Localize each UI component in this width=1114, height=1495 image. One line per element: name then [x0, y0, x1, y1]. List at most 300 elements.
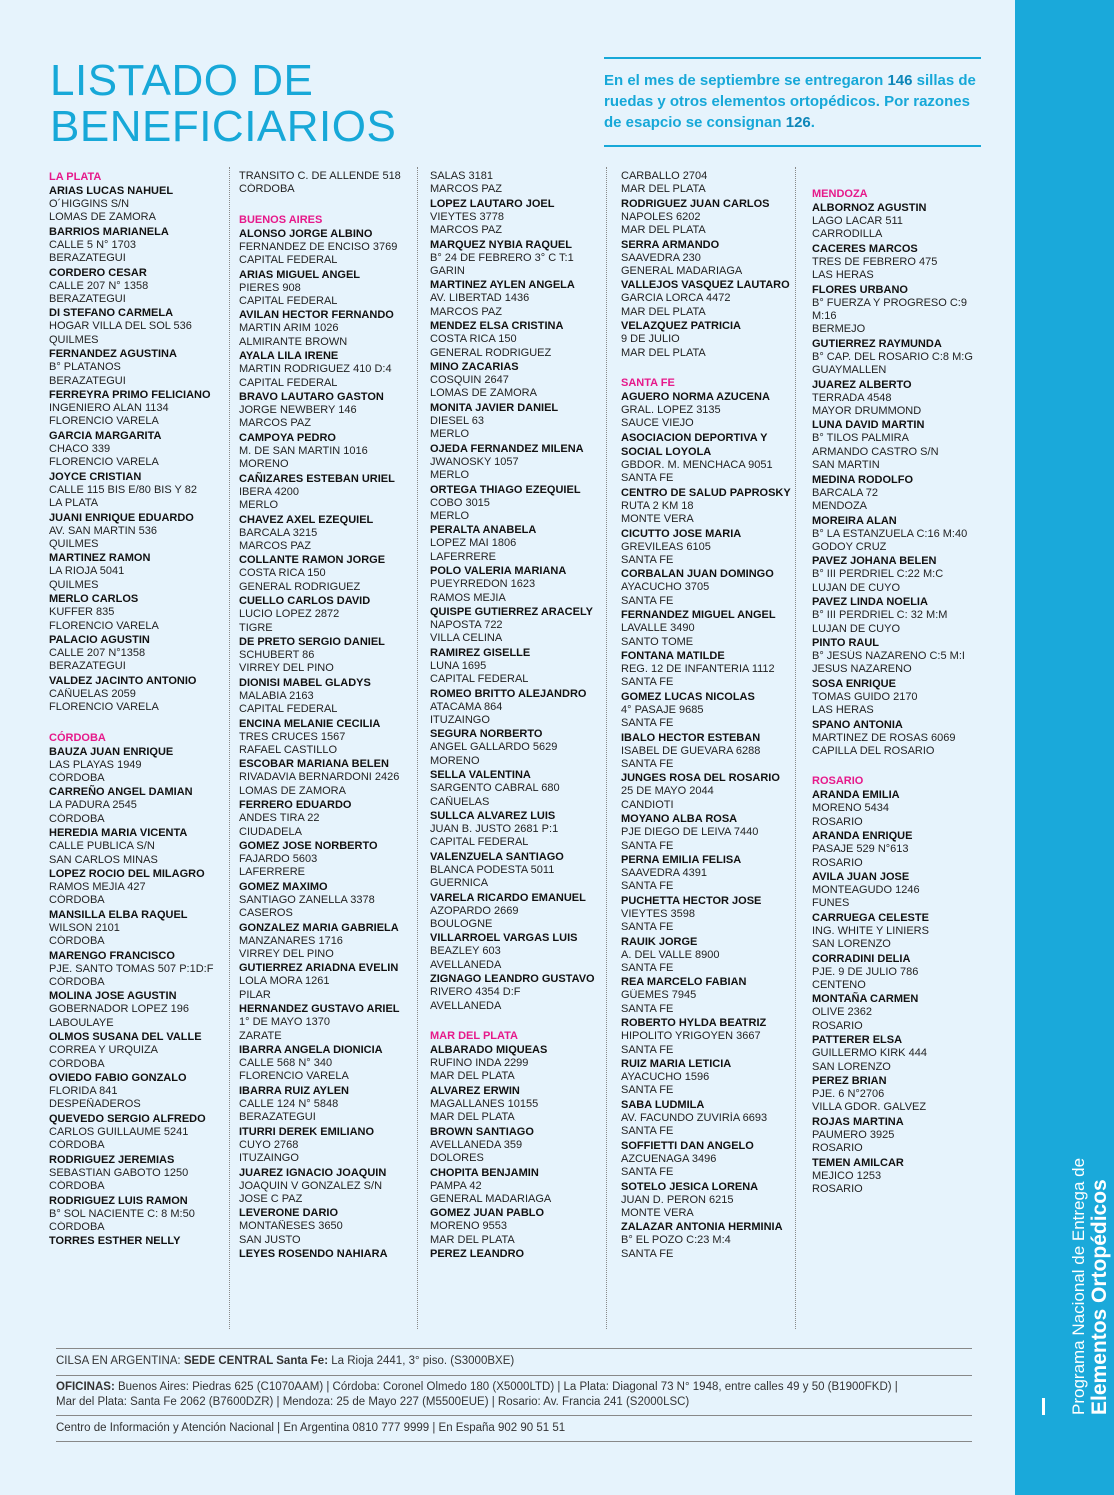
- beneficiary-name: PERNA EMILIA FELISA: [621, 854, 742, 866]
- beneficiary-name: TEMEN AMILCAR: [812, 1156, 904, 1169]
- beneficiary-address-line: TOMAS GUIDO 2170: [812, 690, 918, 703]
- beneficiary-entry: [49, 347, 225, 388]
- beneficiary-address-line: ITUZAINGO: [430, 713, 490, 726]
- beneficiary-address-line: B° CAP. DEL ROSARIO C:8 M:G: [812, 350, 973, 363]
- beneficiary-address-line: SALAS 3181: [430, 170, 493, 182]
- beneficiary-address-line: FLORENCIO VARELA: [239, 1070, 349, 1083]
- beneficiary-entry: [621, 445, 797, 486]
- beneficiary-name: RODRIGUEZ JUAN CARLOS: [621, 197, 770, 210]
- beneficiary-address-line: ANGEL GALLARDO 5629: [430, 741, 558, 754]
- beneficiary-address-line: REG. 12 DE INFANTERIA 1112: [621, 662, 775, 675]
- beneficiary-address-line: B° III PERDRIEL C:22 M:C: [812, 568, 944, 581]
- beneficiary-address-line: SAAVEDRA 4391: [621, 867, 708, 879]
- beneficiary-entry: [812, 636, 988, 677]
- beneficiary-name: MONITA JAVIER DANIEL: [430, 401, 559, 414]
- beneficiary-address-line: LOMAS DE ZAMORA: [430, 387, 537, 400]
- beneficiary-name: ARIAS LUCAS NAHUEL: [49, 185, 174, 197]
- beneficiary-address-line: WILSON 2101: [49, 921, 120, 934]
- beneficiary-name: CICUTTO JOSE MARIA: [621, 527, 742, 540]
- beneficiary-address-line: CÓRDOBA: [49, 1180, 105, 1193]
- beneficiary-name: ARANDA ENRIQUE: [812, 830, 913, 843]
- beneficiary-address-line: VIEYTES 3598: [621, 907, 695, 920]
- beneficiary-entry: [812, 378, 988, 419]
- beneficiary-name: SOFFIETTI DAN ANGELO: [621, 1139, 754, 1152]
- beneficiary-name: GOMEZ JOSE NORBERTO: [239, 840, 378, 852]
- beneficiary-entry: [621, 690, 797, 731]
- beneficiary-address-line: ROSARIO: [812, 1019, 863, 1032]
- beneficiary-address-line: BERAZATEGUI: [49, 374, 126, 387]
- beneficiary-address-line: HOGAR VILLA DEL SOL 536: [49, 320, 192, 333]
- beneficiary-address-line: MONTE VERA: [621, 513, 694, 526]
- beneficiary-name: MOYANO ALBA ROSA: [621, 813, 738, 826]
- beneficiary-entry: [430, 727, 606, 768]
- footer-offices-line-2: Mar del Plata: Santa Fe 2062 (B7600DZR) | Mendoza: 25 de Mayo 227 (M5500EUE) | Rosario: Av. Francia 241 (S2000LSC): [56, 1396, 690, 1408]
- beneficiary-name: CAMPOYA PEDRO: [239, 431, 336, 444]
- beneficiary-entry: [812, 911, 988, 952]
- beneficiary-address-line: MENDOZA: [812, 500, 867, 513]
- beneficiary-entry: [621, 731, 797, 772]
- beneficiary-address-line: MERLO: [239, 499, 279, 512]
- beneficiary-address-line: VILLA GDOR. GALVEZ: [812, 1101, 927, 1114]
- beneficiary-name: PAVEZ JOHANA BELEN: [812, 555, 937, 568]
- beneficiary-address-line: B° TILOS PALMIRA: [812, 432, 909, 445]
- intro-part-3: .: [810, 114, 815, 131]
- beneficiary-address-line: BOULOGNE: [430, 918, 493, 931]
- footer-divider: [56, 1375, 972, 1376]
- intro-part-1: En el mes de septiembre se entregaron: [604, 72, 888, 89]
- beneficiary-name: HEREDIA MARIA VICENTA: [49, 827, 188, 840]
- beneficiary-address-line: CARRODILLA: [812, 228, 883, 241]
- beneficiary-name: AVILAN HECTOR FERNANDO: [239, 309, 394, 322]
- beneficiary-name: ZIGNAGO LEANDRO GUSTAVO: [430, 973, 595, 986]
- section-heading: MENDOZA: [812, 188, 868, 200]
- beneficiary-address-line: B° PLATANOS: [49, 361, 121, 374]
- beneficiary-entry: [430, 401, 606, 442]
- beneficiary-entry: [812, 337, 988, 378]
- beneficiary-name: SOSA ENRIQUE: [812, 677, 896, 690]
- beneficiary-entry: [49, 429, 225, 470]
- beneficiary-address-line: VILLA CELINA: [430, 632, 503, 645]
- beneficiary-address-line: CENTENO: [812, 979, 866, 992]
- beneficiary-entry-continued: [430, 170, 606, 197]
- beneficiary-entry-continued: [621, 170, 797, 197]
- beneficiary-name: ORTEGA THIAGO EZEQUIEL: [430, 483, 581, 496]
- beneficiary-entry: [812, 1115, 988, 1156]
- beneficiary-address-line: B° FUERZA Y PROGRESO C:9: [812, 296, 967, 309]
- beneficiary-name: CORDERO CESAR: [49, 266, 147, 279]
- beneficiary-entry: [239, 798, 415, 839]
- beneficiary-address-line: TERRADA 4548: [812, 391, 892, 404]
- beneficiary-entry: [812, 514, 988, 555]
- beneficiary-address-line: MORENO 5434: [812, 802, 890, 815]
- beneficiary-entry: [239, 961, 415, 1002]
- beneficiary-address-line: GRAL. LOPEZ 3135: [621, 404, 721, 417]
- beneficiary-address-line: CARBALLO 2704: [621, 170, 708, 182]
- beneficiary-name: LUNA DAVID MARTIN: [812, 419, 925, 432]
- beneficiary-entry: [621, 853, 797, 894]
- beneficiary-name: OJEDA FERNANDEZ MILENA: [430, 442, 584, 455]
- beneficiary-address-line: MARCOS PAZ: [239, 539, 311, 552]
- beneficiary-address-line: PILAR: [239, 988, 271, 1001]
- beneficiary-address-line: LAFERRERE: [239, 866, 306, 879]
- beneficiary-address-line: SANTO TOME: [621, 635, 694, 648]
- beneficiary-address-line: CAPITAL FEDERAL: [430, 836, 529, 849]
- beneficiary-entry: [49, 674, 225, 715]
- section-heading: MAR DEL PLATA: [430, 1030, 518, 1043]
- beneficiary-name: TORRES ESTHER NELLY: [49, 1235, 181, 1248]
- beneficiary-entry: [239, 757, 415, 798]
- beneficiary-name: ALBARADO MIQUEAS: [430, 1044, 548, 1057]
- beneficiary-address-line: INGENIERO ALAN 1134: [49, 402, 169, 415]
- beneficiary-address-line: PJE. SANTO TOMAS 507 P:1D:F: [49, 962, 214, 975]
- beneficiary-address-line: LA PADURA 2545: [49, 799, 137, 812]
- footer-offices-line-1: Buenos Aires: Piedras 625 (C1070AAM) | Córdoba: Coronel Olmedo 180 (X5000LTD) | La Plata: Diagonal 73 N° 1948, entre calles 49 y 50 (B1900FKD) |: [114, 1381, 898, 1393]
- beneficiary-name: GOMEZ LUCAS NICOLAS: [621, 690, 755, 703]
- beneficiary-name: OLMOS SUSANA DEL VALLE: [49, 1031, 202, 1044]
- beneficiary-address-line: CORREA Y URQUIZA: [49, 1044, 159, 1057]
- beneficiary-entry: [621, 975, 797, 1016]
- beneficiary-address-line: CALLE 568 N° 340: [239, 1057, 333, 1070]
- beneficiary-address-line: JUAN B. JUSTO 2681 P:1: [430, 823, 559, 835]
- beneficiary-entry: [621, 431, 797, 445]
- beneficiary-address-line: CARLOS GUILLAUME 5241: [49, 1125, 189, 1138]
- beneficiary-name: FERNANDEZ AGUSTINA: [49, 348, 177, 361]
- beneficiary-name: POLO VALERIA MARIANA: [430, 565, 567, 578]
- beneficiary-entry: [430, 238, 606, 279]
- beneficiary-entry: [430, 891, 606, 932]
- beneficiary-entry: [430, 809, 606, 850]
- beneficiary-entry: [812, 201, 988, 242]
- beneficiary-entry: [239, 513, 415, 554]
- beneficiary-address-line: CAPITAL FEDERAL: [239, 254, 338, 267]
- beneficiary-name: LOPEZ LAUTARO JOEL: [430, 197, 555, 210]
- beneficiary-address-line: QUILMES: [49, 333, 99, 346]
- beneficiary-address-line: LUJAN DE CUYO: [812, 581, 901, 594]
- footer-hq-label: SEDE CENTRAL Santa Fe:: [183, 1355, 329, 1367]
- beneficiary-address-line: ROSARIO: [812, 1183, 863, 1196]
- beneficiary-address-line: AV. SAN MARTIN 536: [49, 524, 158, 537]
- beneficiary-name: ARANDA EMILIA: [812, 789, 900, 802]
- beneficiary-address-line: MAR DEL PLATA: [621, 224, 706, 237]
- beneficiary-address-line: MERLO: [430, 509, 470, 522]
- beneficiary-entry: [621, 771, 797, 812]
- beneficiary-address-line: SAN CARLOS MINAS: [49, 853, 158, 866]
- section-heading: SANTA FE: [621, 377, 675, 390]
- beneficiary-name: DE PRETO SERGIO DANIEL: [239, 635, 385, 648]
- beneficiary-address-line: CÓRDOBA: [49, 771, 105, 784]
- intro-text: [604, 57, 981, 147]
- beneficiary-address-line: QUILMES: [49, 537, 99, 550]
- beneficiary-name: BRAVO LAUTARO GASTON: [239, 391, 384, 404]
- beneficiary-address-line: MARCOS PAZ: [430, 224, 502, 237]
- beneficiary-address-line: BERAZATEGUI: [49, 660, 126, 673]
- beneficiary-name: GONZALEZ MARIA GABRIELA: [239, 921, 399, 934]
- beneficiary-address-line: MAYOR DRUMMOND: [812, 405, 922, 418]
- beneficiary-address-line: TRANSITO C. DE ALLENDE 518: [239, 170, 401, 182]
- beneficiary-address-line: FUNES: [812, 897, 850, 910]
- beneficiary-address-line: ATACAMA 864: [430, 700, 503, 713]
- beneficiary-name: ZALAZAR ANTONIA HERMINIA: [621, 1221, 783, 1234]
- beneficiary-name: GARCIA MARGARITA: [49, 429, 162, 442]
- beneficiary-entry: [49, 551, 225, 592]
- beneficiary-address-line: MERLO: [430, 428, 470, 441]
- footer-headquarters: [56, 1354, 972, 1369]
- beneficiary-address-line: MERLO: [430, 469, 470, 482]
- beneficiary-entry: [621, 1057, 797, 1098]
- beneficiary-entry: [49, 1112, 225, 1153]
- beneficiary-address-line: CAPITAL FEDERAL: [239, 703, 338, 716]
- beneficiary-address-line: ROSARIO: [812, 1142, 863, 1155]
- beneficiary-entry: [621, 527, 797, 568]
- footer-offices-label: OFICINAS:: [56, 1381, 115, 1393]
- beneficiary-name: DIONISI MABEL GLADYS: [239, 676, 371, 689]
- beneficiary-name: CARRUEGA CELESTE: [812, 911, 929, 924]
- footer-label: CILSA EN ARGENTINA:: [56, 1355, 181, 1367]
- beneficiary-address-line: CÓRDOBA: [49, 1139, 105, 1152]
- beneficiary-name: MERLO CARLOS: [49, 593, 139, 606]
- beneficiary-address-line: JUAN D. PERON 6215: [621, 1193, 734, 1206]
- beneficiary-address-line: GARCIA LORCA 4472: [621, 292, 731, 305]
- beneficiary-name: MARTINEZ RAMON: [49, 552, 151, 565]
- beneficiary-address-line: RAMOS MEJIA 427: [49, 881, 146, 893]
- beneficiary-address-line: MAR DEL PLATA: [430, 1070, 515, 1083]
- beneficiary-entry: [621, 649, 797, 690]
- footer-offices: [56, 1380, 972, 1410]
- beneficiary-address-line: M. DE SAN MARTIN 1016: [239, 444, 368, 457]
- beneficiary-name: QUISPE GUTIERREZ ARACELY: [430, 605, 593, 618]
- beneficiary-address-line: RUTA 2 KM 18: [621, 499, 694, 512]
- beneficiary-address-line: JWANOSKY 1057: [430, 455, 519, 468]
- beneficiary-address-line: ROSARIO: [812, 856, 863, 869]
- beneficiary-address-line: LA RIOJA 5041: [49, 565, 125, 578]
- beneficiary-entry: [239, 635, 415, 676]
- beneficiary-entry: [239, 431, 415, 472]
- beneficiaries-column-3: [430, 170, 606, 1261]
- beneficiary-name: MOREIRA ALAN: [812, 514, 897, 527]
- beneficiary-entry: [239, 390, 415, 431]
- beneficiary-entry: [239, 594, 415, 635]
- beneficiary-address-line: AV. LIBERTAD 1436: [430, 292, 530, 305]
- beneficiary-address-line: AYACUCHO 3705: [621, 581, 710, 594]
- beneficiary-entry: [812, 418, 988, 472]
- column-divider: [606, 167, 607, 1329]
- beneficiary-entry: [239, 349, 415, 390]
- beneficiary-name: SOTELO JESICA LORENA: [621, 1180, 759, 1193]
- beneficiaries-column-4: [621, 170, 797, 1261]
- beneficiary-address-line: LAFERRERE: [430, 550, 497, 563]
- beneficiary-entry: [49, 949, 225, 990]
- beneficiary-entry: [812, 829, 988, 870]
- beneficiary-address-line: JOSE C PAZ: [239, 1192, 303, 1205]
- beneficiary-entry: [430, 972, 606, 1013]
- beneficiary-address-line: CÓRDOBA: [239, 183, 295, 196]
- beneficiary-name: ESCOBAR MARIANA BELEN: [239, 758, 389, 771]
- sidebar-line-2: Elementos Ortopédicos: [1088, 1179, 1111, 1415]
- beneficiary-entry: [812, 992, 988, 1033]
- beneficiary-entry: [621, 1098, 797, 1139]
- beneficiary-address-line: RIVADAVIA BERNARDONI 2426: [239, 771, 400, 784]
- beneficiary-name: RUIZ MARIA LETICIA: [621, 1058, 732, 1071]
- beneficiary-name: MINO ZACARIAS: [430, 361, 519, 374]
- beneficiary-address-line: SEBASTIAN GABOTO 1250: [49, 1166, 189, 1179]
- beneficiary-address-line: CÓRDOBA: [49, 894, 105, 907]
- beneficiary-address-line: 25 DE MAYO 2044: [621, 785, 714, 798]
- beneficiary-name: DI STEFANO CARMELA: [49, 307, 174, 320]
- beneficiary-name: AYALA LILA IRENE: [239, 350, 339, 363]
- beneficiary-name: PEREZ BRIAN: [812, 1075, 887, 1088]
- beneficiary-address-line: B° LA ESTANZUELA C:16 M:40: [812, 527, 968, 540]
- section-heading: BUENOS AIRES: [239, 213, 323, 226]
- beneficiary-address-line: B° EL POZO C:23 M:4: [621, 1234, 731, 1247]
- beneficiary-address-line: SARGENTO CABRAL 680: [430, 782, 560, 795]
- beneficiary-address-line: SANTA FE: [621, 962, 674, 975]
- beneficiary-name: ENCINA MELANIE CECILIA: [239, 717, 381, 730]
- beneficiary-entry: [430, 1247, 606, 1261]
- beneficiary-entry: [621, 486, 797, 527]
- beneficiary-name: MANSILLA ELBA RAQUEL: [49, 908, 188, 921]
- beneficiary-address-line: 9 DE JULIO: [621, 333, 680, 346]
- beneficiary-name: SOCIAL LOYOLA: [621, 445, 712, 458]
- beneficiary-address-line: LAGO LACAR 511: [812, 215, 903, 227]
- beneficiary-entry: [49, 1030, 225, 1071]
- beneficiary-address-line: CALLE 115 BIS E/80 BIS Y 82: [49, 483, 197, 496]
- beneficiary-name: GOMEZ MAXIMO: [239, 880, 328, 893]
- beneficiary-entry: [812, 870, 988, 911]
- beneficiary-entry: [49, 867, 225, 908]
- beneficiary-entry: [49, 1194, 225, 1235]
- beneficiary-address-line: MAR DEL PLATA: [430, 1233, 515, 1246]
- beneficiary-entry: [621, 935, 797, 976]
- beneficiary-address-line: MORENO: [430, 754, 480, 767]
- beneficiary-address-line: AYACUCHO 1596: [621, 1071, 710, 1084]
- beneficiary-name: SULLCA ALVAREZ LUIS: [430, 810, 556, 822]
- beneficiary-address-line: COSTA RICA 150: [239, 567, 326, 580]
- beneficiary-address-line: MAR DEL PLATA: [430, 1111, 515, 1124]
- beneficiary-name: PALACIO AGUSTIN: [49, 633, 150, 646]
- beneficiary-address-line: TIGRE: [239, 621, 273, 634]
- beneficiary-name: AVILA JUAN JOSE: [812, 871, 910, 883]
- beneficiary-name: QUEVEDO SERGIO ALFREDO: [49, 1112, 206, 1125]
- beneficiary-address-line: CAPITAL FEDERAL: [239, 295, 338, 308]
- beneficiary-address-line: DESPEÑADEROS: [49, 1098, 141, 1111]
- beneficiary-address-line: NAPOLES 6202: [621, 210, 701, 223]
- beneficiary-address-line: SANTA FE: [621, 553, 674, 566]
- beneficiary-name: FERNANDEZ MIGUEL ANGEL: [621, 609, 776, 622]
- beneficiary-entry: [239, 268, 415, 309]
- beneficiary-address-line: SANTA FE: [621, 921, 674, 934]
- beneficiary-address-line: LUCIO LOPEZ 2872: [239, 608, 340, 621]
- beneficiary-name: VALLEJOS VASQUEZ LAUTARO: [621, 279, 790, 292]
- beneficiary-name: ALVAREZ ERWIN: [430, 1084, 520, 1097]
- beneficiary-address-line: CAÑUELAS 2059: [49, 687, 136, 700]
- beneficiary-name: PUCHETTA HECTOR JOSE: [621, 894, 762, 907]
- beneficiary-name: ROJAS MARTINA: [812, 1115, 904, 1128]
- beneficiary-address-line: GENERAL MADARIAGA: [430, 1192, 552, 1205]
- title-line-1: LISTADO DE: [50, 56, 314, 105]
- beneficiary-name: LOPEZ ROCIO DEL MILAGRO: [49, 868, 205, 880]
- beneficiary-address-line: TRES CRUCES 1567: [239, 730, 346, 743]
- beneficiary-address-line: CAPILLA DEL ROSARIO: [812, 744, 935, 757]
- beneficiary-address-line: LOMAS DE ZAMORA: [49, 211, 156, 224]
- beneficiary-entry: [239, 676, 415, 717]
- beneficiary-address-line: LAS HERAS: [812, 704, 874, 717]
- beneficiary-address-line: FLORENCIO VARELA: [49, 619, 159, 632]
- beneficiary-address-line: CASEROS: [239, 907, 293, 920]
- beneficiary-address-line: LOLA MORA 1261: [239, 975, 330, 988]
- beneficiary-entry: [430, 850, 606, 891]
- beneficiary-name: IBARRA ANGELA DIONICIA: [239, 1044, 383, 1057]
- beneficiary-address-line: CÓRDOBA: [49, 1220, 105, 1233]
- beneficiary-name: ROBERTO HYLDA BEATRIZ: [621, 1017, 767, 1030]
- beneficiary-entry: [621, 1220, 797, 1261]
- beneficiary-address-line: SANTA FE: [621, 1125, 674, 1138]
- beneficiary-address-line: HIPOLITO YRIGOYEN 3667: [621, 1030, 761, 1043]
- beneficiary-address-line: B° SOL NACIENTE C: 8 M:50: [49, 1207, 195, 1220]
- beneficiary-address-line: CÓRDOBA: [49, 1057, 105, 1070]
- beneficiary-entry: [49, 470, 225, 511]
- beneficiary-entry: [49, 785, 225, 826]
- footer-hq-address: La Rioja 2441, 3° piso. (S3000BXE): [328, 1355, 515, 1367]
- beneficiary-name: VELAZQUEZ PATRICIA: [621, 320, 741, 333]
- sidebar-program-title: [1070, 1015, 1111, 1415]
- beneficiary-address-line: COSTA RICA 150: [430, 333, 517, 346]
- footer-divider: [56, 1348, 972, 1349]
- beneficiary-address-line: NAPOSTA 722: [430, 618, 503, 631]
- beneficiary-address-line: BERAZATEGUI: [49, 252, 126, 265]
- beneficiary-entry: [812, 595, 988, 636]
- beneficiary-name: CHOPITA BENJAMIN: [430, 1166, 539, 1179]
- beneficiary-address-line: MONTE VERA: [621, 1206, 694, 1219]
- beneficiary-address-line: MONTAÑESES 3650: [239, 1220, 343, 1233]
- beneficiary-address-line: MEJICO 1253: [812, 1169, 882, 1182]
- beneficiary-entry: [430, 1206, 606, 1247]
- beneficiary-address-line: SCHUBERT 86: [239, 648, 315, 661]
- beneficiary-entry: [621, 812, 797, 853]
- beneficiary-entry: [430, 1084, 606, 1125]
- beneficiary-entry: [49, 1071, 225, 1112]
- beneficiary-address-line: MARTIN ARIM 1026: [239, 322, 339, 335]
- beneficiary-address-line: 4° PASAJE 9685: [621, 703, 704, 716]
- beneficiary-name: ALONSO JORGE ALBINO: [239, 227, 373, 240]
- beneficiary-entry: [430, 564, 606, 605]
- beneficiary-name: HERNANDEZ GUSTAVO ARIEL: [239, 1003, 400, 1016]
- beneficiary-name: CAÑIZARES ESTEBAN URIEL: [239, 472, 395, 485]
- beneficiary-entry: [430, 1166, 606, 1207]
- beneficiary-entry: [812, 242, 988, 283]
- beneficiary-name: BAUZA JUAN ENRIQUE: [49, 745, 174, 758]
- beneficiary-address-line: BLANCA PODESTA 5011: [430, 863, 555, 876]
- beneficiary-entry: [49, 908, 225, 949]
- beneficiary-address-line: MARCOS PAZ: [430, 305, 502, 318]
- beneficiary-address-line: MONTEAGUDO 1246: [812, 884, 920, 896]
- beneficiary-name: SELLA VALENTINA: [430, 769, 531, 782]
- beneficiary-entry: [812, 788, 988, 829]
- beneficiary-entry: [430, 605, 606, 646]
- beneficiary-address-line: MARTIN RODRIGUEZ 410 D:4: [239, 363, 392, 376]
- beneficiary-address-line: MALABIA 2163: [239, 689, 314, 702]
- beneficiary-address-line: SANTA FE: [621, 880, 674, 893]
- beneficiary-address-line: M:16: [812, 310, 837, 323]
- beneficiary-name: RODRIGUEZ JEREMIAS: [49, 1153, 175, 1166]
- beneficiary-address-line: ANDES TIRA 22: [239, 812, 320, 825]
- beneficiary-address-line: RUFINO INDA 2299: [430, 1057, 529, 1070]
- beneficiary-name: ROMEO BRITTO ALEJANDRO: [430, 687, 587, 700]
- beneficiary-entry: [621, 1139, 797, 1180]
- beneficiary-address-line: SANTIAGO ZANELLA 3378: [239, 893, 375, 906]
- beneficiary-entry: [239, 1166, 415, 1207]
- beneficiary-name: OVIEDO FABIO GONZALO: [49, 1072, 187, 1085]
- beneficiary-address-line: B° III PERDRIEL C: 32 M:M: [812, 609, 948, 622]
